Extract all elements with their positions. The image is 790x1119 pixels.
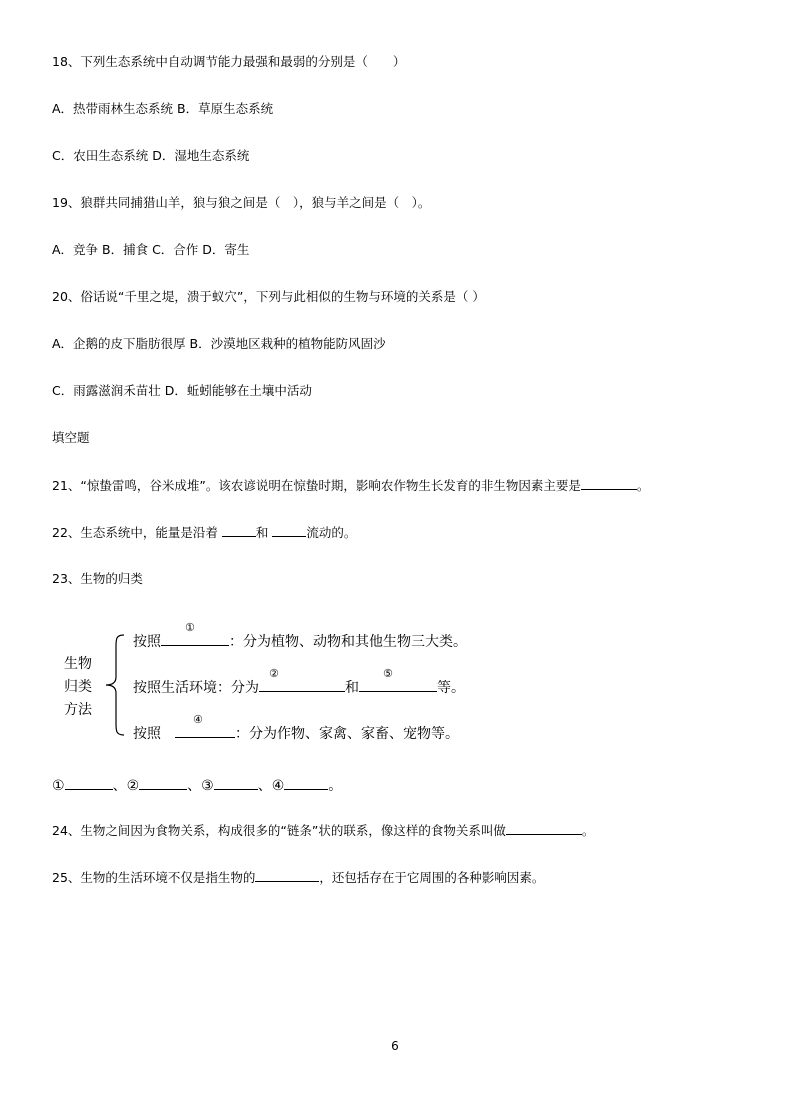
q25-blank[interactable] [255, 869, 319, 882]
row3-prefix: 按照 [133, 726, 175, 742]
q25-text: 25、生物的生活环境不仅是指生物的 [52, 870, 256, 885]
q22-text: 22、生态系统中，能量是沿着 [52, 525, 222, 540]
row1-circled-number: ① [185, 621, 195, 634]
q22 [52, 524, 356, 541]
separator: 、 [187, 778, 202, 794]
row2-blank-a[interactable] [259, 667, 345, 692]
q21-blank[interactable] [581, 477, 637, 490]
row3-blank[interactable] [175, 713, 235, 738]
curly-brace [104, 633, 128, 737]
q18-options-ab: A．热带雨林生态系统 B．草原生态系统 [52, 101, 274, 116]
q20-stem: 20、俗话说“千里之堤，溃于蚁穴”，下列与此相似的生物与环境的关系是（ ） [52, 289, 485, 304]
q20-options-cd: C．雨露滋润禾苗壮 D．蚯蚓能够在土壤中活动 [52, 383, 312, 398]
q24-text: 24、生物之间因为食物关系，构成很多的“链条”状的联系，像这样的食物关系叫做 [52, 823, 506, 838]
section-title: 填空题 [52, 430, 90, 445]
q23-stem: 23、生物的归类 [52, 571, 143, 586]
separator: 、 [257, 778, 272, 794]
row3-suffix: ：分为作物、家禽、家畜、宠物等。 [235, 726, 459, 742]
answer-4-label: ④ [271, 778, 285, 794]
q22-mid: 和 [255, 525, 273, 540]
q19-options: A．竞争 B．捕食 C．合作 D．寄生 [52, 242, 250, 257]
answer-1-label: ① [52, 778, 65, 794]
row1-blank[interactable] [161, 621, 229, 646]
q19-stem: 19、狼群共同捕猎山羊，狼与狼之间是（ ），狼与羊之间是（ ）。 [52, 195, 431, 210]
row3-circled-number: ④ [193, 713, 203, 726]
answer-2-blank[interactable] [139, 775, 187, 790]
row2-suffix: 等。 [437, 680, 465, 696]
classification-row-3 [133, 713, 459, 743]
q24-blank[interactable] [506, 822, 582, 835]
answer-3-label: ③ [201, 778, 214, 794]
row1-suffix: ：分为植物、动物和其他生物三大类。 [229, 634, 467, 650]
row2-circled-number-a: ② [269, 667, 279, 680]
q22-blank-2[interactable] [272, 524, 306, 537]
classification-label: 生物归类方法 [64, 656, 92, 718]
answer-4-blank[interactable] [284, 775, 328, 790]
q22-end: 流动的。 [306, 525, 357, 540]
q25 [52, 869, 544, 886]
row2-blank-b[interactable] [359, 667, 437, 692]
q25-end: ，还包括存在于它周围的各种影响因素。 [319, 870, 545, 885]
answer-blanks-row [52, 775, 342, 795]
q18-stem: 18、下列生态系统中自动调节能力最强和最弱的分别是（ ） [52, 54, 406, 69]
row2-circled-number-b: ⑤ [383, 667, 393, 680]
q24-end: 。 [581, 823, 595, 838]
separator: 、 [112, 778, 127, 794]
q22-blank-1[interactable] [222, 524, 256, 537]
classification-row-1 [133, 621, 467, 651]
q18-options-cd: C．农田生态系统 D．湿地生态系统 [52, 148, 250, 163]
answer-3-blank[interactable] [214, 775, 258, 790]
q21-text: 21、“惊蛰雷鸣，谷米成堆”。该农谚说明在惊蛰时期，影响农作物生长发育的非生物因素主要是 [52, 478, 581, 493]
row2-prefix: 按照生活环境：分为 [133, 680, 259, 696]
q21 [52, 477, 649, 494]
row1-prefix: 按照 [133, 634, 161, 650]
classification-row-2 [133, 667, 465, 697]
q24 [52, 822, 594, 839]
q21-end: 。 [636, 478, 650, 493]
answer-2-label: ② [126, 778, 140, 794]
answer-1-blank[interactable] [65, 775, 113, 790]
page-number: 6 [391, 1039, 399, 1053]
answers-end: 。 [328, 778, 343, 794]
row2-mid: 和 [345, 680, 359, 696]
q20-options-ab: A．企鹅的皮下脂肪很厚 B．沙漠地区栽种的植物能防风固沙 [52, 336, 386, 351]
